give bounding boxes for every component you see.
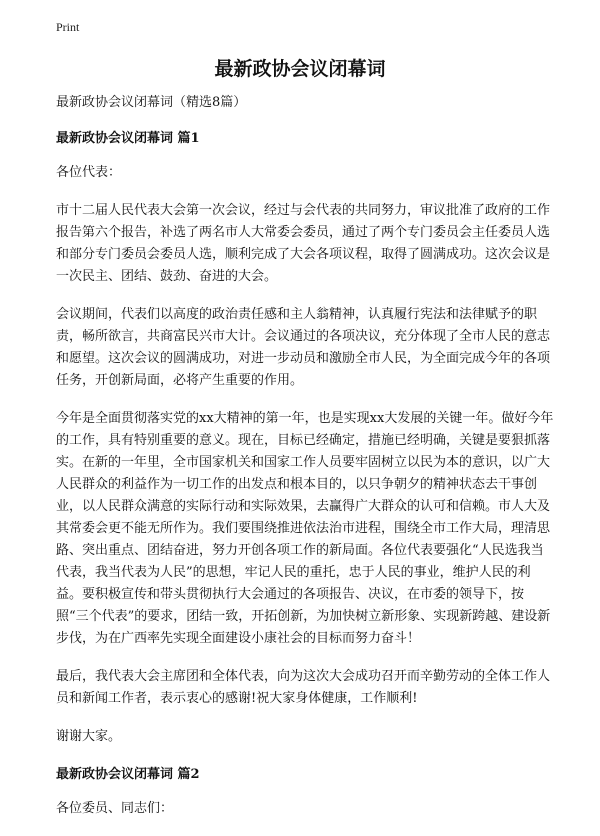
document-subtitle: 最新政协会议闭幕词（精选8篇） — [56, 95, 247, 110]
document-title: 最新政协会议闭幕词 — [214, 58, 386, 80]
document-body — [56, 92, 556, 836]
section-1-closing: 谢谢大家。 — [56, 729, 122, 744]
section-heading-2: 最新政协会议闭幕词 篇2 — [56, 767, 200, 782]
section-1-greeting: 各位代表： — [56, 165, 122, 180]
section-1-paragraph-1: 市十二届人民代表大会第一次会议，经过与会代表的共同努力，审议批准了政府的工作报告第六个报告，补选了两名市人大常委会委员，通过了两个专门委员会主任委员人选和部分专门委员会委员人选，顺利完成了大会各项议程，取得了圆满成功。这次会议是一次民主、团结、鼓劲、奋进的大会。 — [56, 203, 551, 284]
print-label[interactable]: Print — [56, 20, 80, 34]
section-1-paragraph-3: 今年是全面贯彻落实党的xx大精神的第一年，也是实现xx大发展的关键一年。做好今年的工作，具有特别重要的意义。现在，目标已经确定，措施已经明确，关键是要狠抓落实。在新的一年里，全市国家机关和国家工作人员要牢固树立以民为本的意识，以广大人民群众的利益作为一切工作的出发点和根本目的，以只争朝夕的精神状态去干事创业，以人民群众满意的实际行动和实际效果，去赢得广大群众的认可和信赖。市人大及其常委会更不能无所作为。我们要围绕推进依法治市进程，围绕全市工作大局，理清思路、突出重点、团结奋进，努力开创各项工作的新局面。各位代表要强化“人民选我当代表，我当代表为人民”的思想，牢记人民的重托，忠于人民的事业，维护人民的利益。要积极宣传和带头贯彻执行大会通过的各项报告、决议，在市委的领导下，按照“三个代表”的要求，团结一致，开拓创新，为加快树立新形象、实现新跨越、建设新步伐，为在广西率先实现全面建设小康社会的目标而努力奋斗！ — [56, 411, 554, 646]
section-heading-1: 最新政协会议闭幕词 篇1 — [56, 131, 200, 146]
section-1-paragraph-2: 会议期间，代表们以高度的政治责任感和主人翁精神，认真履行宪法和法律赋予的职责，畅所欲言，共商富民兴市大计。会议通过的各项决议，充分体现了全市人民的意志和愿望。这次会议的圆满成功，对进一步动员和激励全市人民，为全面完成今年的各项任务，开创新局面，必将产生重要的作用。 — [56, 307, 551, 388]
section-1-paragraph-4: 最后，我代表大会主席团和全体代表，向为这次大会成功召开而辛勤劳动的全体工作人员和新闻工作者，表示衷心的感谢!祝大家身体健康，工作顺利! — [56, 669, 551, 706]
section-2-greeting: 各位委员、同志们： — [56, 801, 174, 816]
